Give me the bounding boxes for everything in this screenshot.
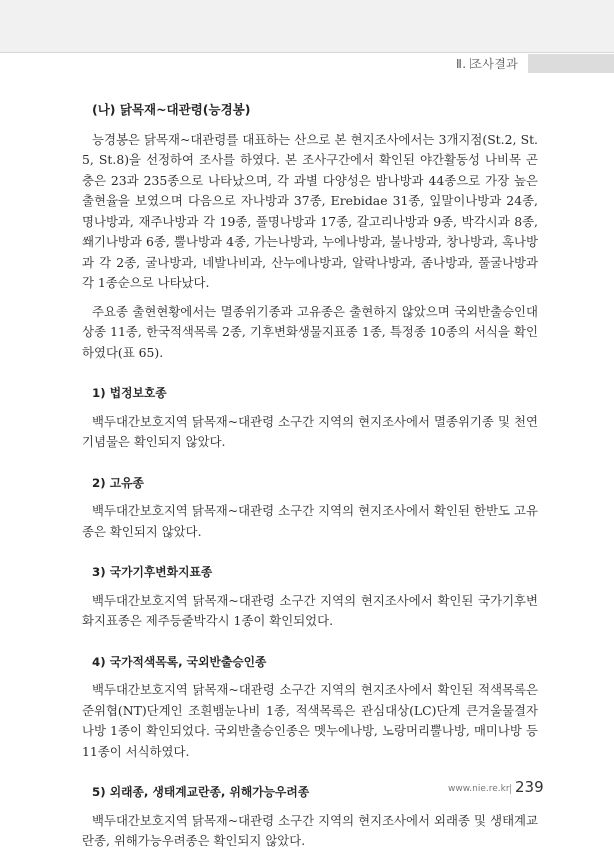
subsection-text-invasive-species: 백두대간보호지역 닭목재~대관령 소구간 지역의 현지조사에서 외래종 및 생태계교란종, 위해가능우려종은 확인되지 않았다. [82,812,538,848]
page-number: 239 [515,778,544,796]
subsection-heading-protected-species: 1) 법정보호종 [92,386,167,400]
header-band [0,0,614,52]
subsection-text-protected-species: 백두대간보호지역 닭목재~대관령 소구간 지역의 현지조사에서 멸종위기종 및 천연기념물은 확인되지 않았다. [82,413,538,449]
subsection-text-endemic-species: 백두대간보호지역 닭목재~대관령 소구간 지역의 현지조사에서 확인된 한반도 고유종은 확인되지 않았다. [82,503,538,539]
footer-url: www.nie.re.kr [448,784,510,794]
section-heading: (나) 닭목재~대관령(능경봉) [92,102,251,117]
page-body [82,100,538,852]
subsection-heading-invasive-species: 5) 외래종, 생태계교란종, 위해가능우려종 [92,785,310,799]
intro-paragraph-1: 능경봉은 닭목재~대관령를 대표하는 산으로 본 현지조사에서는 3개지점(St.2, St.5, St.8)을 선정하여 조사를 하였다. 본 조사구간에서 확인된 야간활동성 나비목 곤충은 23과 235종으로 나타났으며, 각 과별 다양성은 밤나방과 44종으로 가장 높은 출현율을 보였으며 다음으로 자나방과 37종, Erebidae 31종, 잎말이나방과 24종, 명나방과, 재주나방과 각 19종, 풀명나방과 17종, 갈고리나방과 9종, 박각시과 8종, 쐐기나방과 6종, 뿔나방과 4종, 가는나방과, 누에나방과, 불나방과, 창나방과, 혹나방과 각 2종, 굴나방과, 네발나비과, 산누에나방과, 알락나방과, 좀나방과, 풀굴나방과 각 1종순으로 나타났다. [82,131,538,290]
intro-paragraph-2: 주요종 출현현황에서는 멸종위기종과 고유종은 출현하지 않았으며 국외반출승인대상종 11종, 한국적색목록 2종, 기후변화생물지표종 1종, 특정종 10종의 서식을 확인하였다(표 65). [82,303,538,360]
page-footer [0,776,614,806]
subsection-text-red-list: 백두대간보호지역 닭목재~대관령 소구간 지역의 현지조사에서 확인된 적색목록은 준위협(NT)단계인 조흰뱀눈나비 1종, 적색목록은 관심대상(LC)단계 큰겨울물결자나방 1종이 확인되었다. 국외반출승인종은 멧누에나방, 노랑머리뿔나방, 매미나방 등 11종이 서식하였다. [82,682,538,759]
header-rule [0,52,614,53]
running-section-title: Ⅱ. 조사결과 [455,57,518,71]
subsection-heading-climate-indicator: 3) 국가기후변화지표종 [92,565,213,579]
footer-separator [510,784,511,794]
subsection-text-climate-indicator: 백두대간보호지역 닭목재~대관령 소구간 지역의 현지조사에서 확인된 국가기후변화지표종은 제주등줄박각시 1종이 확인되었다. [82,592,538,628]
subsection-heading-endemic-species: 2) 고유종 [92,475,144,490]
page-header [0,0,614,72]
header-tab-marker [528,54,614,73]
subsection-heading-red-list: 4) 국가적색목록, 국외반출승인종 [92,654,267,669]
